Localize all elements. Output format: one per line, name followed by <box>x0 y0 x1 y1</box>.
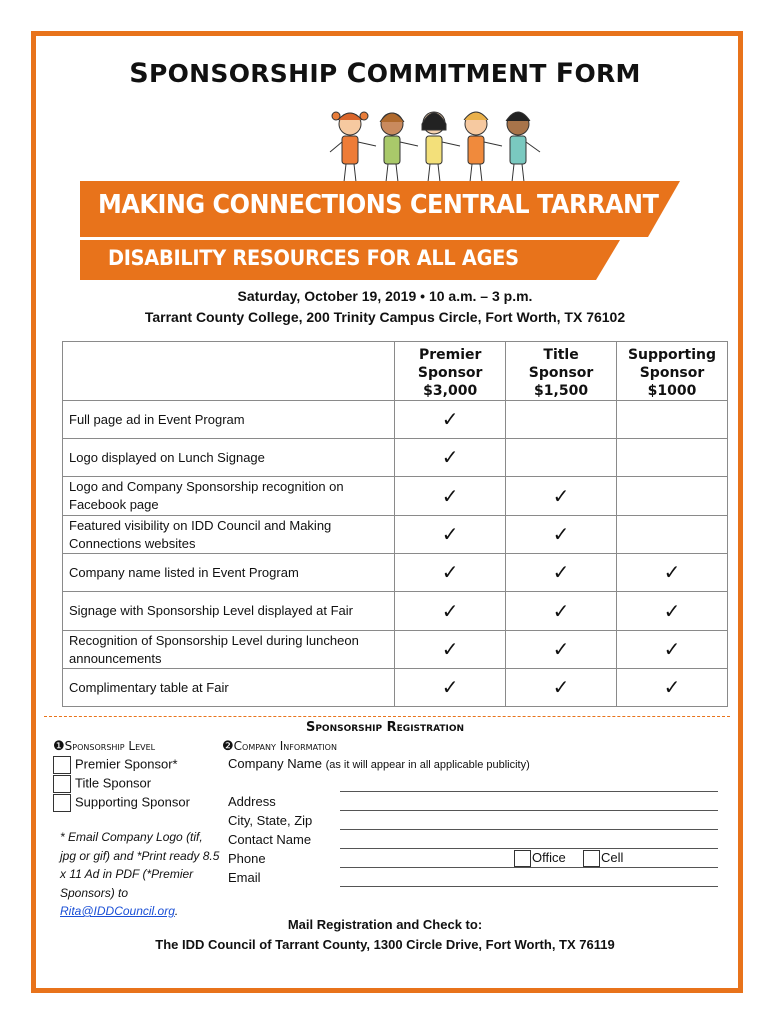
city-field[interactable] <box>340 829 718 830</box>
premier-check-cell <box>395 631 506 669</box>
event-date: Saturday, October 19, 2019 • 10 a.m. – 3 p.m. <box>237 288 533 304</box>
benefit-label: Recognition of Sponsorship Level during luncheon announcements <box>63 631 395 669</box>
phone-label: Phone <box>228 851 266 866</box>
supporting-check-cell <box>617 592 728 631</box>
title-check-cell <box>506 554 617 592</box>
cell-option[interactable]: Cell <box>583 850 623 867</box>
benefit-label: Logo and Company Sponsorship recognition on Facebook page <box>63 477 395 516</box>
title-check-cell <box>506 477 617 516</box>
option-supporting[interactable]: Supporting Sponsor <box>53 794 190 812</box>
supporting-checkbox[interactable] <box>53 794 71 812</box>
supporting-check-cell <box>617 554 728 592</box>
checkmark-icon: ✓ <box>552 485 570 508</box>
table-row <box>63 554 728 592</box>
company-name-field[interactable] <box>340 791 718 792</box>
title-checkbox[interactable] <box>53 775 71 793</box>
email-label: Email <box>228 870 261 885</box>
supporting-check-cell <box>617 401 728 439</box>
event-location: Tarrant County College, 200 Trinity Campus Circle, Fort Worth, TX 76102 <box>144 309 626 325</box>
address-label: Address <box>228 794 276 809</box>
checkmark-icon: ✓ <box>663 562 681 584</box>
benefit-label: Complimentary table at Fair <box>63 669 395 707</box>
form-title: SPONSORSHIP COMMITMENT FORM <box>129 58 641 89</box>
table-header-row <box>63 342 728 401</box>
office-option[interactable]: Office <box>514 850 566 867</box>
phone-field[interactable] <box>340 867 718 868</box>
empty-header-cell <box>63 342 395 401</box>
section-divider <box>44 716 730 717</box>
supporting-check-cell <box>617 669 728 707</box>
premier-checkbox[interactable] <box>53 756 71 774</box>
benefit-label: Company name listed in Event Program <box>63 554 395 592</box>
supporting-check-cell <box>617 631 728 669</box>
table-row <box>63 631 728 669</box>
checkmark-icon: ✓ <box>663 639 681 661</box>
mail-address: The IDD Council of Tarrant County, 1300 Circle Drive, Fort Worth, TX 76119 <box>155 937 615 952</box>
table-row <box>63 592 728 631</box>
checkmark-icon: ✓ <box>663 600 681 623</box>
sponsorship-benefits-table <box>62 341 728 707</box>
contact-field[interactable] <box>340 848 718 849</box>
checkmark-icon: ✓ <box>441 639 459 661</box>
table-row <box>63 669 728 707</box>
address-field[interactable] <box>340 810 718 811</box>
premier-check-cell <box>395 554 506 592</box>
option-premier[interactable]: Premier Sponsor* <box>53 756 178 774</box>
table-row <box>63 439 728 477</box>
premier-check-cell <box>395 401 506 439</box>
checkmark-icon: ✓ <box>552 600 570 623</box>
title-check-cell <box>506 401 617 439</box>
checkmark-icon: ✓ <box>663 677 681 699</box>
premier-check-cell <box>395 477 506 516</box>
company-info-heading: ❷Company Information <box>222 738 337 753</box>
premier-check-cell <box>395 439 506 477</box>
mail-instructions: Mail Registration and Check to: <box>287 917 483 932</box>
office-checkbox[interactable] <box>514 850 531 867</box>
premier-header: Premier Sponsor $3,000 <box>395 342 506 401</box>
checkmark-icon: ✓ <box>441 524 459 546</box>
cell-checkbox[interactable] <box>583 850 600 867</box>
table-row <box>63 401 728 439</box>
checkmark-icon: ✓ <box>552 562 570 584</box>
registration-title: Sponsorship Registration <box>305 720 465 735</box>
children-holding-hands-illustration <box>322 108 552 186</box>
benefit-label: Logo displayed on Lunch Signage <box>63 439 395 477</box>
option-title[interactable]: Title Sponsor <box>53 775 151 793</box>
premier-check-cell <box>395 592 506 631</box>
banner-subtitle: DISABILITY RESOURCES FOR ALL AGES <box>108 246 519 270</box>
banner-title: MAKING CONNECTIONS CENTRAL TARRANT <box>98 190 659 220</box>
checkmark-icon: ✓ <box>441 485 459 508</box>
benefit-label: Full page ad in Event Program <box>63 401 395 439</box>
checkmark-icon: ✓ <box>441 562 459 584</box>
title-check-cell <box>506 516 617 554</box>
checkmark-icon: ✓ <box>441 447 459 469</box>
checkmark-icon: ✓ <box>552 639 570 661</box>
title-check-cell <box>506 592 617 631</box>
supporting-check-cell <box>617 439 728 477</box>
checkmark-icon: ✓ <box>552 677 570 699</box>
logo-instructions-note: * Email Company Logo (tif, jpg or gif) and *Print ready 8.5 x 11 Ad in PDF (*Premier Sponsors) to Rita@IDDCouncil.org. <box>60 830 220 918</box>
title-check-cell <box>506 669 617 707</box>
table-row <box>63 516 728 554</box>
checkmark-icon: ✓ <box>552 524 570 546</box>
title-header: Title Sponsor $1,500 <box>506 342 617 401</box>
title-check-cell <box>506 631 617 669</box>
premier-check-cell <box>395 669 506 707</box>
email-field[interactable] <box>340 886 718 887</box>
title-check-cell <box>506 439 617 477</box>
supporting-header: Supporting Sponsor $1000 <box>617 342 728 401</box>
sponsorship-level-heading: ❶Sponsorship Level <box>53 738 156 753</box>
benefit-label: Signage with Sponsorship Level displayed at Fair <box>63 592 395 631</box>
company-name-label: Company Name (as it will appear in all applicable publicity) <box>228 756 530 771</box>
city-label: City, State, Zip <box>228 813 313 828</box>
supporting-check-cell <box>617 477 728 516</box>
premier-check-cell <box>395 516 506 554</box>
checkmark-icon: ✓ <box>441 677 459 699</box>
checkmark-icon: ✓ <box>441 409 459 431</box>
contact-label: Contact Name <box>228 832 312 847</box>
email-link[interactable]: Rita@IDDCouncil.org <box>60 904 175 918</box>
checkmark-icon: ✓ <box>441 600 459 623</box>
supporting-check-cell <box>617 516 728 554</box>
benefit-label: Featured visibility on IDD Council and Making Connections websites <box>63 516 395 554</box>
table-row <box>63 477 728 516</box>
